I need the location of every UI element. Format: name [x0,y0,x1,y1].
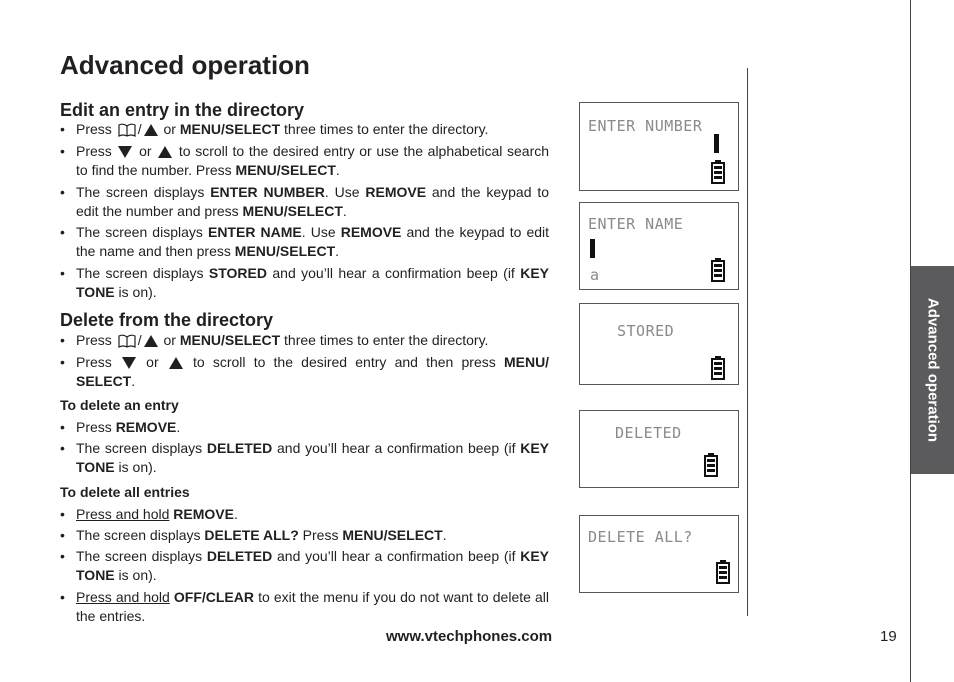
delete-bullet-2: • Press or to scroll to the desired entry and then press MENU/ SELECT. [60,354,550,389]
footer-url: www.vtechphones.com [386,628,553,645]
lcd-screen-stored [579,303,739,385]
delete-all-bullet-3: • The screen displays DELETED and you’ll hear a confirmation beep (if KEY TONE is on). [60,548,550,583]
delete-all-bullet-4: • Press and hold OFF/CLEAR to exit the menu if you do not want to delete all the entries. [60,589,549,624]
delete-bullet-1: • Press / or MENU/SELECT three times to enter the directory. [60,332,489,348]
delete-entry-bullet-1: • Press REMOVE. [60,419,181,435]
lcd-text: ENTER NUMBER [588,117,703,135]
edit-bullet-4: • The screen displays ENTER NAME. Use REMOVE and the keypad to edit the name and then press MENU/SELECT. [60,224,550,259]
up-arrow-icon [169,357,183,369]
phonebook-icon [118,123,136,137]
battery-icon [711,160,725,184]
delete-all-bullet-1: • Press and hold REMOVE. [60,506,238,522]
lcd-text-char: a [590,266,600,284]
up-arrow-icon [144,124,158,136]
battery-icon [711,356,725,380]
battery-icon [716,560,730,584]
page-title: Advanced operation [60,50,310,80]
edit-bullet-5: • The screen displays STORED and you’ll hear a confirmation beep (if KEY TONE is on). [60,265,550,300]
down-arrow-icon [122,357,136,369]
edit-bullet-2: • Press or to scroll to the desired entry or use the alphabetical search to find the number. Press MENU/SELECT. [60,143,550,178]
battery-icon [711,258,725,282]
delete-heading: Delete from the directory [60,310,274,330]
delete-all-bullet-2: • The screen displays DELETE ALL? Press MENU/SELECT. [60,527,447,543]
down-arrow-icon [118,146,132,158]
lcd-text: ENTER NAME [588,215,684,233]
delete-all-heading: To delete all entries [60,484,190,500]
edit-bullet-3: • The screen displays ENTER NUMBER. Use REMOVE and the keypad to edit the number and press MENU/SELECT. [60,184,550,219]
phonebook-icon [118,334,136,348]
lcd-screen-delete-all [579,515,739,593]
delete-entry-heading: To delete an entry [60,397,179,413]
edit-bullet-1: • Press / or MENU/SELECT three times to enter the directory. [60,121,489,137]
lcd-cursor [714,134,719,153]
lcd-cursor [590,239,595,258]
lcd-text: STORED [617,322,675,340]
battery-icon [704,453,718,477]
up-arrow-icon [144,335,158,347]
delete-entry-bullet-2: • The screen displays DELETED and you’ll hear a confirmation beep (if KEY TONE is on). [60,440,550,475]
up-arrow-icon [158,146,172,158]
column-divider [747,68,748,616]
lcd-text: DELETE ALL? [588,528,693,546]
edit-heading: Edit an entry in the directory [60,100,305,120]
lcd-screen-deleted [579,410,739,488]
lcd-text: DELETED [615,424,682,442]
lcd-screen-enter-name [579,202,739,290]
lcd-screen-enter-number [579,102,739,191]
page-number: 19 [880,628,897,645]
side-tab: Advanced operation [911,266,954,474]
